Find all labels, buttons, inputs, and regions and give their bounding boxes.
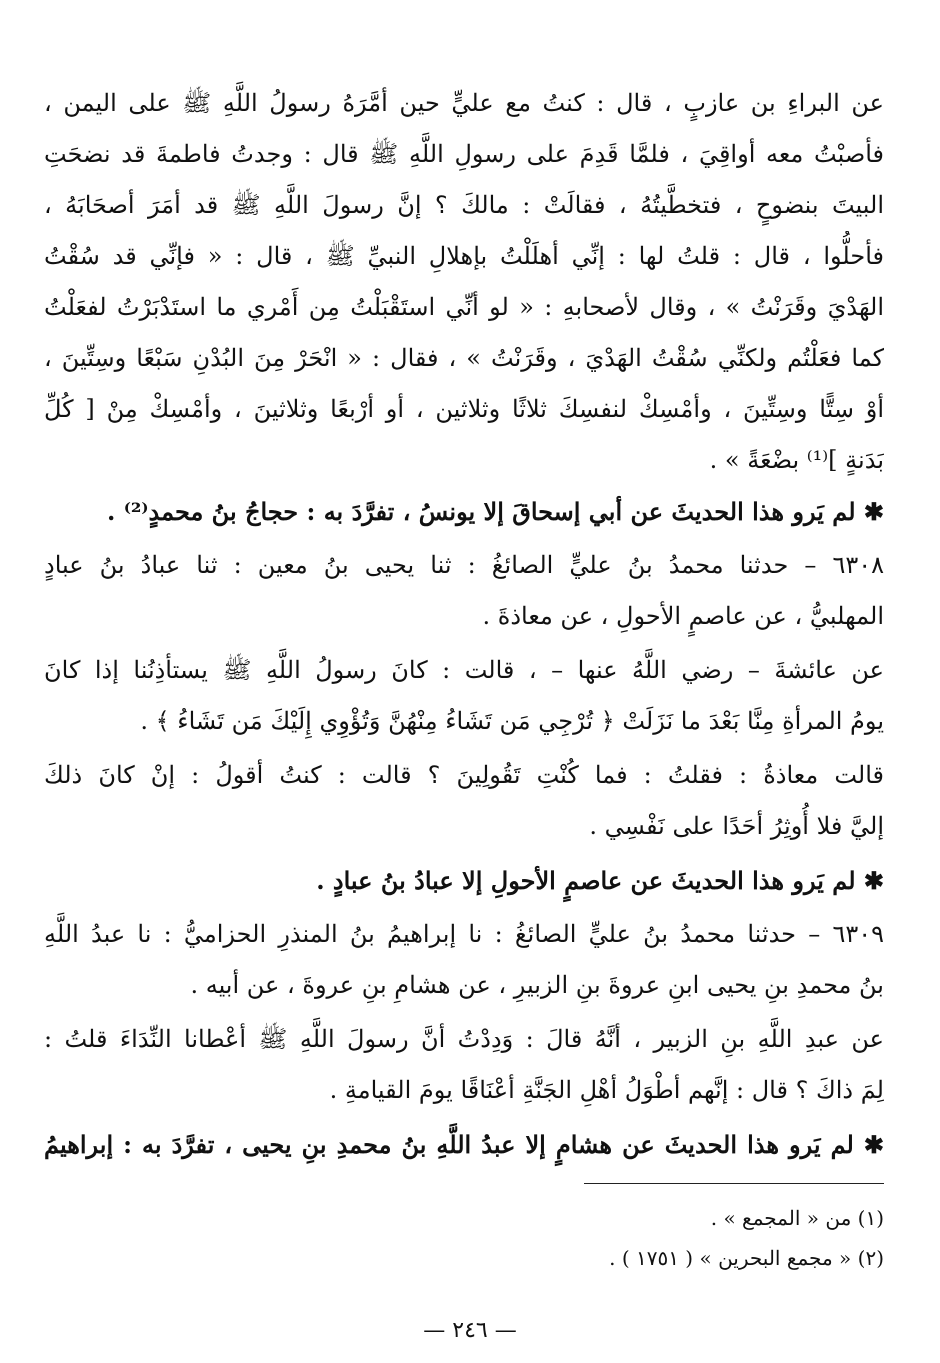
line-text: إليَّ فلا أُوثِرُ أحَدًا على نَفْسِي .	[589, 812, 884, 840]
text-line	[44, 645, 884, 696]
note-line	[44, 1119, 884, 1170]
line-text: بَدَنةٍ ]⁽¹⁾ بضْعَةً » .	[709, 446, 884, 474]
line-text: ٦٣٠٨ – حدثنا محمدُ بنُ عليٍّ الصائغُ : ثنا يحيى بنُ معين : ثنا عبادُ بنُ عبادٍ	[44, 551, 884, 579]
line-text: فأصبْتُ معه أواقِيَ ، فلمَّا قَدِمَ على رسولِ اللَّهِ ﷺ قال : وجدتُ فاطمةَ قد نضحَتِ	[44, 140, 884, 168]
line-text: الهَدْيَ وقَرَنْتُ » ، وقال لأصحابهِ : « لو أنِّي استَقْبَلْتُ مِن أَمْري ما استَدْبَرْتُ لفعَلْتُ	[44, 293, 884, 321]
line-text: ✱ لم يَرو هذا الحديثَ عن أبي إسحاقَ إلا يونسُ ، تفرَّدَ به : حجاجُ بنُ محمدٍ⁽²⁾ .	[106, 497, 884, 526]
note-line	[44, 855, 884, 906]
line-text: المهلبيُّ ، عن عاصمٍ الأحولِ ، عن معاذةَ .	[482, 602, 884, 630]
text-line	[44, 696, 884, 747]
text-line	[44, 540, 884, 591]
text-line	[44, 78, 884, 129]
line-text: لِمَ ذاكَ ؟ قال : إنَّهم أطْوَلُ أهْلِ الجَنَّةِ أعْنَاقًا يومَ القيامةِ .	[329, 1076, 884, 1104]
text-line	[44, 129, 884, 180]
footnote-separator	[584, 1183, 884, 1184]
line-text: عن عبدِ اللَّهِ بنِ الزبير ، أنَّهُ قالَ : وَدِدْتُ أنَّ رسولَ اللَّهِ ﷺ أعْطانا النِّدَاءَ قلتُ :	[44, 1025, 884, 1053]
page-number: — ٢٤٦ —	[423, 1318, 517, 1343]
text-line	[44, 282, 884, 333]
text-line	[44, 435, 884, 486]
line-text: فأحلُّوا ، قال : قلتُ لها : إنِّي أهلَلْتُ بإهلالِ النبيِّ ﷺ ، قال : « فإنِّي قد سُقْتُ	[44, 242, 884, 270]
text-line	[44, 960, 884, 1011]
line-text: كما فعَلْتُم ولكنِّي سُقْتُ الهَدْيَ ، وقَرَنْتُ » ، فقال : « انْحَرْ مِنَ البُدْنِ سَبْعًا وسِتِّينَ ،	[44, 344, 884, 372]
line-text: ٦٣٠٩ – حدثنا محمدُ بنُ عليٍّ الصائغُ : نا إبراهيمُ بنُ المنذرِ الحزاميُّ : نا عبدُ اللَّهِ	[44, 920, 884, 948]
line-text: عن البراءِ بن عازبٍ ، قال : كنتُ مع عليٍّ حين أمَّرَهُ رسولُ اللَّهِ ﷺ على اليمن ،	[44, 89, 884, 117]
text-line	[44, 1065, 884, 1116]
line-text: قالت معاذةُ : فقلتُ : فما كُنْتِ تَقُولِينَ ؟ قالت : كنتُ أقولُ : إنْ كانَ ذلكَ	[44, 761, 884, 789]
note-line	[44, 486, 884, 537]
line-text: أوْ سِتًّا وسِتِّينَ ، وأمْسِكْ لنفسِكَ ثلاثًا وثلاثين ، أو أرْبعًا وثلاثينَ ، وأمْسِكْ مِنْ [ كُلِّ	[44, 395, 884, 423]
text-line	[44, 591, 884, 642]
line-text: ✱ لم يَرو هذا الحديثَ عن عاصمٍ الأحولِ إلا عبادُ بنُ عبادٍ .	[316, 866, 884, 895]
line-text: يومُ المرأةِ مِنَّا بَعْدَ ما نَزَلَتْ ﴿ تُرْجِي مَن تَشَاءُ مِنْهُنَّ وَتُؤْوِي إِلَيْكَ مَن تَشَاءُ ﴾ .	[140, 707, 884, 735]
text-line	[44, 750, 884, 801]
footnote-2: (٢) « مجمع البحرين » ( ١٧٥١ ) .	[609, 1246, 884, 1270]
line-text: بنُ محمدِ بنِ يحيى ابنِ عروةَ بنِ الزبيرِ ، عن هشامِ بنِ عروةَ ، عن أبيه .	[190, 971, 884, 999]
text-line	[44, 1014, 884, 1065]
text-line	[44, 384, 884, 435]
text-line	[44, 801, 884, 852]
line-text: البيتَ بنضوحٍ ، فتخطَّيتُهُ ، فقالَتْ : مالكَ ؟ إنَّ رسولَ اللَّهِ ﷺ قد أمَرَ أصحَابَهُ ،	[44, 191, 884, 219]
text-line	[44, 231, 884, 282]
line-text: عن عائشةَ – رضي اللَّهُ عنها – ، قالت : كانَ رسولُ اللَّهِ ﷺ يستأذِنُنا إذا كانَ	[44, 656, 884, 684]
footnote-1: (١) من « المجمع » .	[710, 1206, 884, 1230]
footnotes	[44, 1198, 884, 1278]
text-line	[44, 333, 884, 384]
text-line	[44, 909, 884, 960]
line-text: ✱ لم يَرو هذا الحديثَ عن هشامٍ إلا عبدُ اللَّهِ بنُ محمدِ بنِ يحيى ، تفرَّدَ به : إبراهيمُ	[44, 1130, 884, 1159]
text-line	[44, 180, 884, 231]
